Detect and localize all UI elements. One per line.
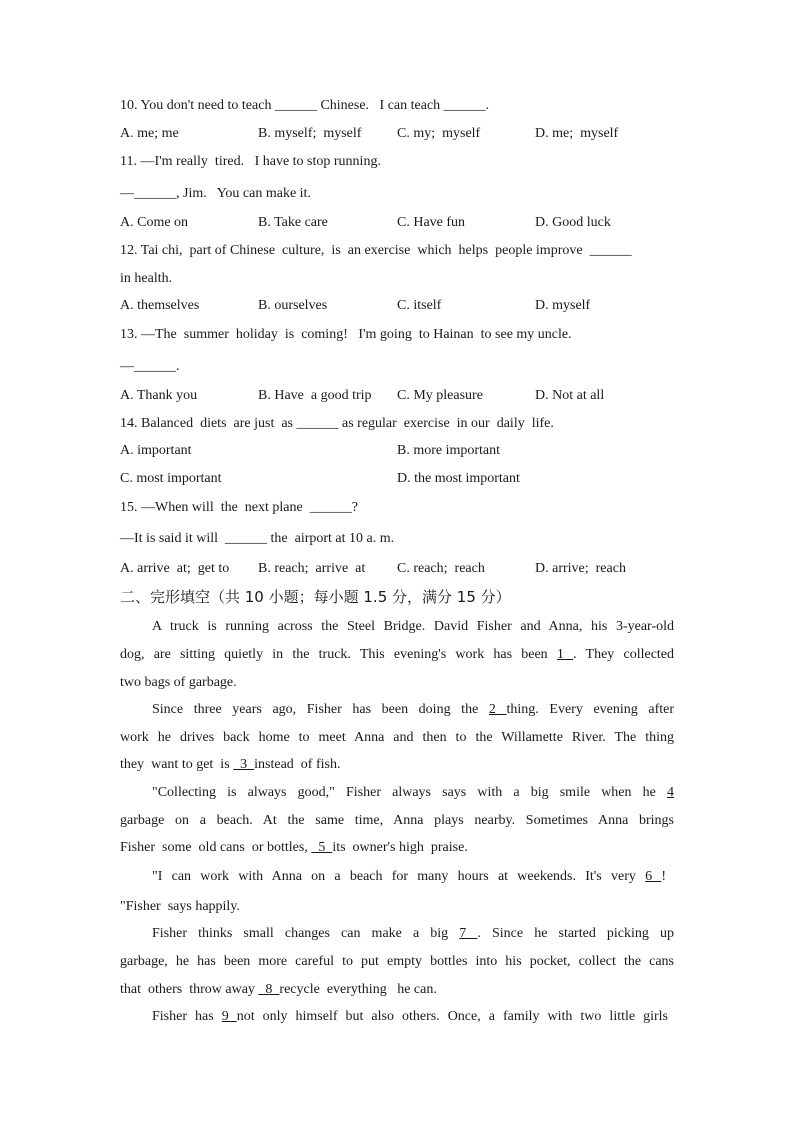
passage-text: . Since he started picking up bbox=[477, 926, 675, 941]
passage-line: garbage on a beach. At the same time, Anna plays nearby. Sometimes Anna brings bbox=[120, 813, 674, 828]
passage-text: not only himself but also others. Once, a family with two little girls bbox=[236, 1009, 668, 1024]
question-12-option-c: C. itself bbox=[397, 298, 442, 313]
question-11-stem: 11. —I'm really tired. I have to stop running. bbox=[120, 154, 381, 169]
passage-text: its owner's high praise. bbox=[332, 840, 468, 855]
question-11-option-c: C. Have fun bbox=[397, 215, 466, 230]
passage-text: that others throw away bbox=[120, 982, 259, 997]
passage-text: Fisher some old cans or bottles, bbox=[120, 840, 312, 855]
blank-1: 1 bbox=[556, 647, 574, 662]
passage-line bbox=[120, 757, 340, 773]
passage-line: work he drives back home to meet Anna and then to the Willamette River. The thing bbox=[120, 730, 674, 745]
passage-text: "I can work with Anna on a beach for many hours at weekends. It's very bbox=[152, 869, 646, 884]
question-12-option-a: A. themselves bbox=[120, 298, 200, 313]
question-15-option-d: D. arrive; reach bbox=[535, 561, 626, 576]
passage-text: "Collecting is always good," Fisher always says with a big smile when he bbox=[152, 785, 667, 800]
question-14-stem: 14. Balanced diets are just as ______ as regular exercise in our daily life. bbox=[120, 416, 554, 431]
blank-3: 3 bbox=[233, 757, 255, 772]
question-11-response: —______, Jim. You can make it. bbox=[120, 186, 311, 201]
question-14-option-a: A. important bbox=[120, 443, 192, 458]
question-12-option-d: D. myself bbox=[535, 298, 591, 313]
question-14-option-b: B. more important bbox=[397, 443, 501, 458]
section-heading: 二、完形填空（共 10 小题；每小题 1.5 分，满分 15 分） bbox=[120, 588, 511, 606]
passage-line: garbage, he has been more careful to put empty bottles into his pocket, collect the cans bbox=[120, 954, 674, 969]
passage-text: Fisher has bbox=[152, 1009, 222, 1024]
question-14-option-c: C. most important bbox=[120, 471, 222, 486]
passage-text: instead of fish. bbox=[254, 757, 341, 772]
blank-6: 6 bbox=[645, 869, 662, 884]
passage-text: ! bbox=[661, 869, 666, 884]
blank-9: 9 bbox=[221, 1009, 237, 1024]
question-11-option-a: A. Come on bbox=[120, 215, 189, 230]
passage-line bbox=[152, 926, 674, 942]
passage-line: "Fisher says happily. bbox=[120, 899, 240, 914]
question-12-option-b: B. ourselves bbox=[258, 298, 328, 313]
question-14-option-d: D. the most important bbox=[397, 471, 520, 486]
passage-text: dog, are sitting quietly in the truck. This evening's work has been bbox=[120, 647, 557, 662]
blank-7: 7 bbox=[459, 926, 478, 941]
passage-line bbox=[152, 702, 674, 718]
question-13-stem: 13. —The summer holiday is coming! I'm going to Hainan to see my uncle. bbox=[120, 327, 572, 342]
question-11-option-b: B. Take care bbox=[258, 215, 328, 230]
passage-line: two bags of garbage. bbox=[120, 675, 237, 690]
passage-line bbox=[120, 840, 468, 856]
passage-line bbox=[152, 785, 674, 801]
passage-text: thing. Every evening after bbox=[506, 702, 675, 717]
question-10-option-c: C. my; myself bbox=[397, 126, 481, 141]
question-13-option-c: C. My pleasure bbox=[397, 388, 483, 403]
question-10-option-d: D. me; myself bbox=[535, 126, 619, 141]
passage-line bbox=[152, 1009, 668, 1025]
question-13-option-b: B. Have a good trip bbox=[258, 388, 372, 403]
question-13-option-d: D. Not at all bbox=[535, 388, 605, 403]
question-10-stem: 10. You don't need to teach ______ Chinese. I can teach ______. bbox=[120, 98, 490, 113]
question-13-response: —______. bbox=[120, 359, 180, 374]
question-15-option-c: C. reach; reach bbox=[397, 561, 485, 576]
passage-line bbox=[120, 647, 674, 663]
question-13-option-a: A. Thank you bbox=[120, 388, 198, 403]
question-10-option-b: B. myself; myself bbox=[258, 126, 362, 141]
question-15-response: —It is said it will ______ the airport at 10 a. m. bbox=[120, 531, 395, 546]
question-12-stem-continued: in health. bbox=[120, 271, 173, 286]
passage-text: Fisher thinks small changes can make a big bbox=[152, 926, 460, 941]
blank-2: 2 bbox=[488, 702, 507, 717]
question-10-option-a: A. me; me bbox=[120, 126, 179, 141]
passage-text: . They collected bbox=[573, 647, 675, 662]
question-11-option-d: D. Good luck bbox=[535, 215, 611, 230]
passage-line: A truck is running across the Steel Bridge. David Fisher and Anna, his 3-year-old bbox=[152, 619, 674, 634]
question-12-stem: 12. Tai chi, part of Chinese culture, is an exercise which helps people improve ______ bbox=[120, 243, 632, 258]
blank-5: 5 bbox=[311, 840, 333, 855]
question-15-stem: 15. —When will the next plane ______? bbox=[120, 500, 358, 515]
question-15-option-b: B. reach; arrive at bbox=[258, 561, 366, 576]
passage-text: recycle everything he can. bbox=[279, 982, 437, 997]
passage-text: they want to get is bbox=[120, 757, 234, 772]
passage-line bbox=[152, 869, 666, 885]
blank-8: 8 bbox=[258, 982, 280, 997]
passage-text: Since three years ago, Fisher has been doing the bbox=[152, 702, 489, 717]
blank-4: 4 bbox=[667, 785, 674, 800]
passage-line bbox=[120, 982, 437, 998]
question-15-option-a: A. arrive at; get to bbox=[120, 561, 230, 576]
